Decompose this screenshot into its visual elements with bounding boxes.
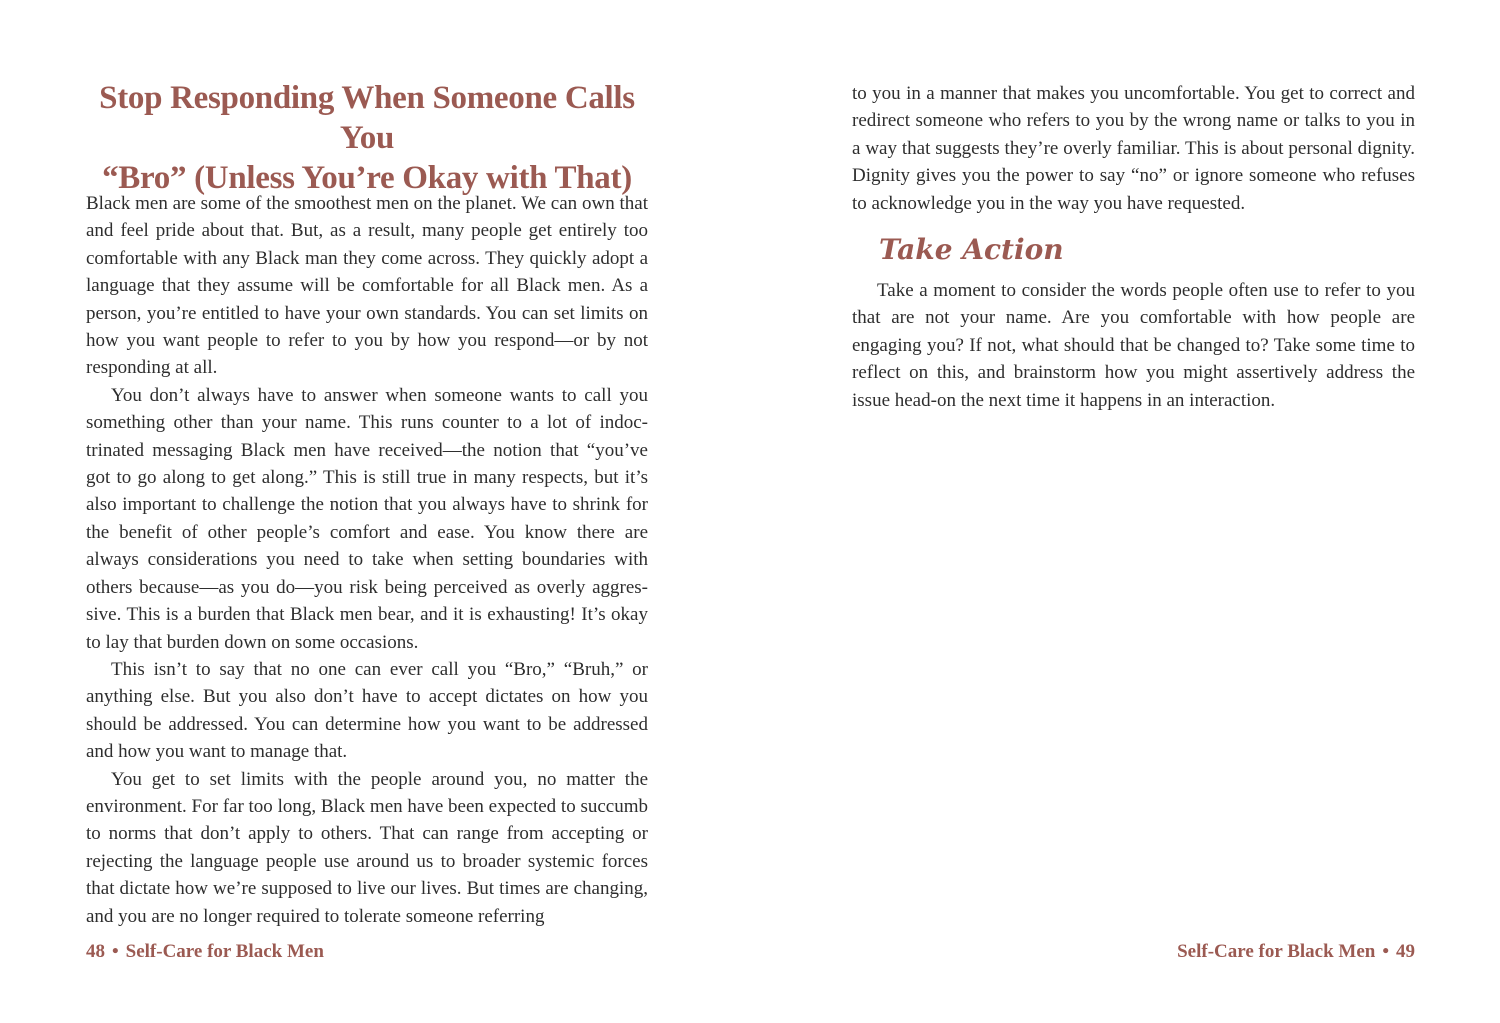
page-number: 48: [86, 941, 105, 962]
body-paragraph: Black men are some of the smoothest men on the planet. We can own that and feel pride about that. But, as a result, many people get entirely too comfortable with any Black man they come across. They quickly adopt a language that they assume will be comfortable for all Black men. As a person, you’re entitled to have your own standards. You can set limits on how you want people to refer to you by how you respond—or by not responding at all.: [86, 193, 648, 379]
page-number: 49: [1396, 941, 1415, 962]
running-head-book-title: Self-Care for Black Men: [125, 941, 324, 962]
section-heading-take-action: Take Action: [879, 233, 1064, 266]
footer-separator: •: [112, 941, 119, 962]
chapter-title-line-2: “Bro” (Unless You’re Okay with That): [102, 160, 632, 196]
body-paragraph: This isn’t to say that no one can ever call you “Bro,” “Bruh,” or anything else. But you also don’t have to accept dictates on how you should be addressed. You can determine how you want to be addressed and how you want to manage that.: [86, 658, 648, 763]
body-paragraph: to you in a manner that makes you uncomfortable. You get to correct and redirect someone who refers to you by the wrong name or talks to you in a way that suggests they’re overly familiar. This is about personal dignity. Dignity gives you the power to say “no” or ignore someone who refuses to acknowledge you in the way you have requested.: [852, 83, 1415, 214]
right-page-footer: [1177, 940, 1415, 964]
right-page-continuation: [852, 80, 1415, 217]
footer-separator: •: [1382, 941, 1389, 962]
body-paragraph: You don’t always have to answer when someone wants to call you something other than your name. This runs counter to a lot of indoctrinated messaging Black men have received—the notion that “you’ve got to go along to get along.” This is still true in many respects, but it’s also important to challenge the notion that you always have to shrink for the benefit of other people’s comfort and ease. You know there are always considerations you need to take when setting boundaries with others because—as you do—you risk being perceived as overly aggressive. This is a burden that Black men bear, and it is exhausting! It’s okay to lay that burden down on some occasions.: [86, 384, 648, 653]
body-paragraph: You get to set limits with the people around you, no matter the environment. For far too long, Black men have been expected to succumb to norms that don’t apply to others. That can range from accepting or rejecting the language people use around us to broader systemic forces that dictate how we’re supposed to live our lives. But times are changing, and you are no longer required to tolerate someone referring: [86, 768, 648, 927]
right-page: [852, 0, 1415, 1023]
take-action-body: [852, 277, 1415, 414]
left-page: [86, 0, 648, 1023]
left-page-body: [86, 190, 648, 930]
running-head-book-title: Self-Care for Black Men: [1177, 941, 1376, 962]
body-paragraph: Take a moment to consider the words people often use to refer to you that are not your name. Are you comfortable with how people are engaging you? If not, what should that be changed to? Take some time to reflect on this, and brainstorm how you might assertively address the issue head-on the next time it happens in an interaction.: [852, 280, 1415, 411]
chapter-title-line-1: Stop Responding When Someone Calls You: [99, 80, 635, 156]
chapter-title: [86, 78, 648, 198]
left-page-footer: [86, 940, 324, 964]
